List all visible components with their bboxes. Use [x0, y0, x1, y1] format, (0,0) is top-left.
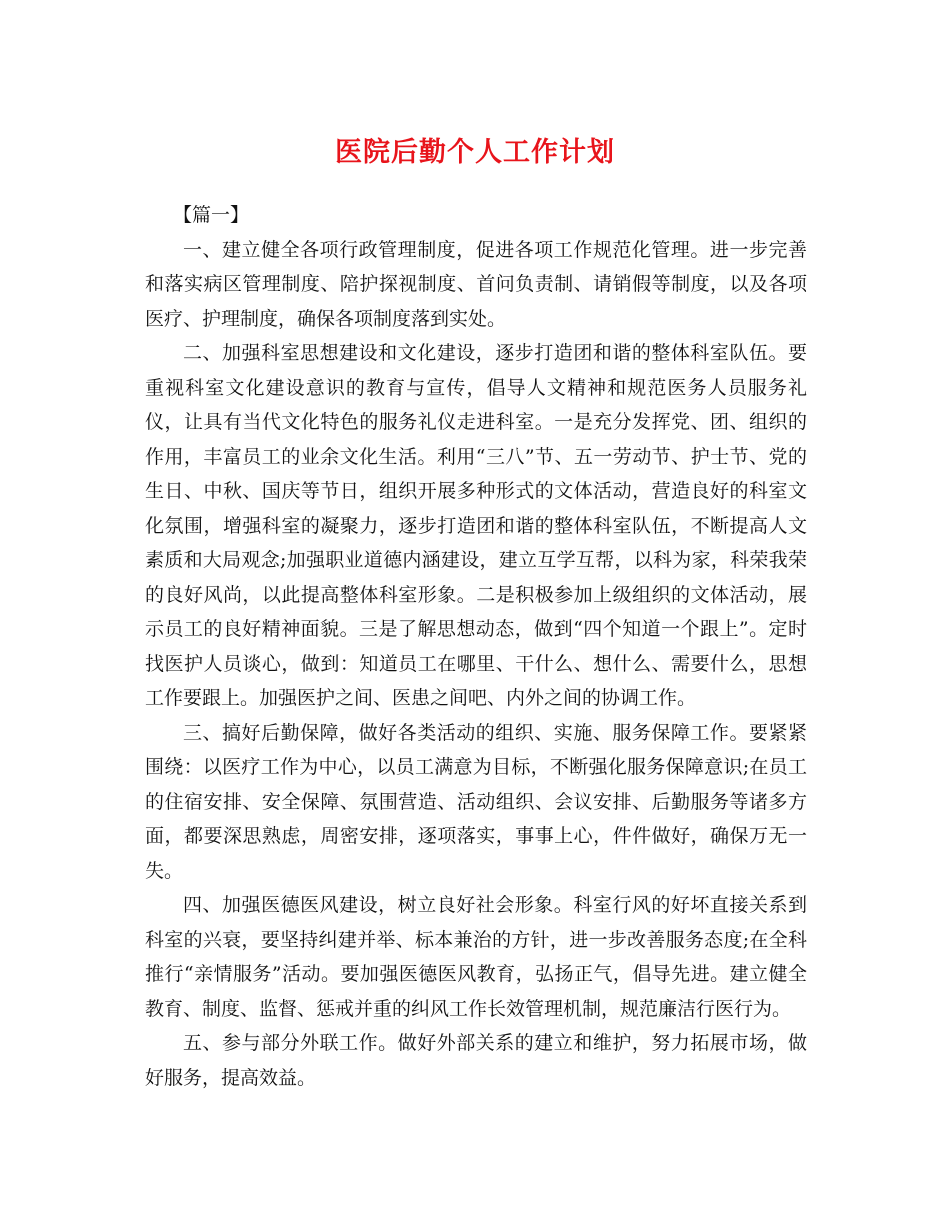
paragraph-2: 二、加强科室思想建设和文化建设，逐步打造团和谐的整体科室队伍。要重视科室文化建设意识的教育与宣传，倡导人文精神和规范医务人员服务礼仪，让具有当代文化特色的服务礼仪走进科室。一是充分发挥党、团、组织的作用，丰富员工的业余文化生活。利用“三八”节、五一劳动节、护士节、党的生日、中秋、国庆等节日，组织开展多种形式的文体活动，营造良好的科室文化氛围，增强科室的凝聚力，逐步打造团和谐的整体科室队伍，不断提高人文素质和大局观念;加强职业道德内涵建设，建立互学互帮，以科为家，科荣我荣的良好风尚，以此提高整体科室形象。二是积极参加上级组织的文体活动，展示员工的良好精神面貌。三是了解思想动态，做到“四个知道一个跟上”。定时找医护人员谈心，做到：知道员工在哪里、干什么、想什么、需要什么，思想工作要跟上。加强医护之间、医患之间吧、内外之间的协调工作。: [145, 342, 807, 709]
paragraph-1: 一、建立健全各项行政管理制度，促进各项工作规范化管理。进一步完善和落实病区管理制度、陪护探视制度、首问负责制、请销假等制度，以及各项医疗、护理制度，确保各项制度落到实处。: [145, 238, 807, 330]
paragraph-5: 五、参与部分外联工作。做好外部关系的建立和维护，努力拓展市场，做好服务，提高效益。: [145, 1032, 807, 1089]
document-body: [145, 198, 807, 1095]
document-title: 医院后勤个人工作计划: [335, 137, 615, 168]
paragraph-4: 四、加强医德医风建设，树立良好社会形象。科室行风的好坏直接关系到科室的兴衰，要坚持纠建并举、标本兼治的方针，进一步改善服务态度;在全科推行“亲情服务”活动。要加强医德医风教育，弘扬正气，倡导先进。建立健全教育、制度、监督、惩戒并重的纠风工作长效管理机制，规范廉洁行医行为。: [145, 894, 807, 1020]
paragraph-3: 三、搞好后勤保障，做好各类活动的组织、实施、服务保障工作。要紧紧围绕：以医疗工作为中心，以员工满意为目标，不断强化服务保障意识;在员工的住宿安排、安全保障、氛围营造、活动组织、会议安排、后勤服务等诸多方面，都要深思熟虑，周密安排，逐项落实，事事上心，件件做好，确保万无一失。: [145, 721, 807, 882]
section-label: 【篇一】: [173, 204, 250, 226]
